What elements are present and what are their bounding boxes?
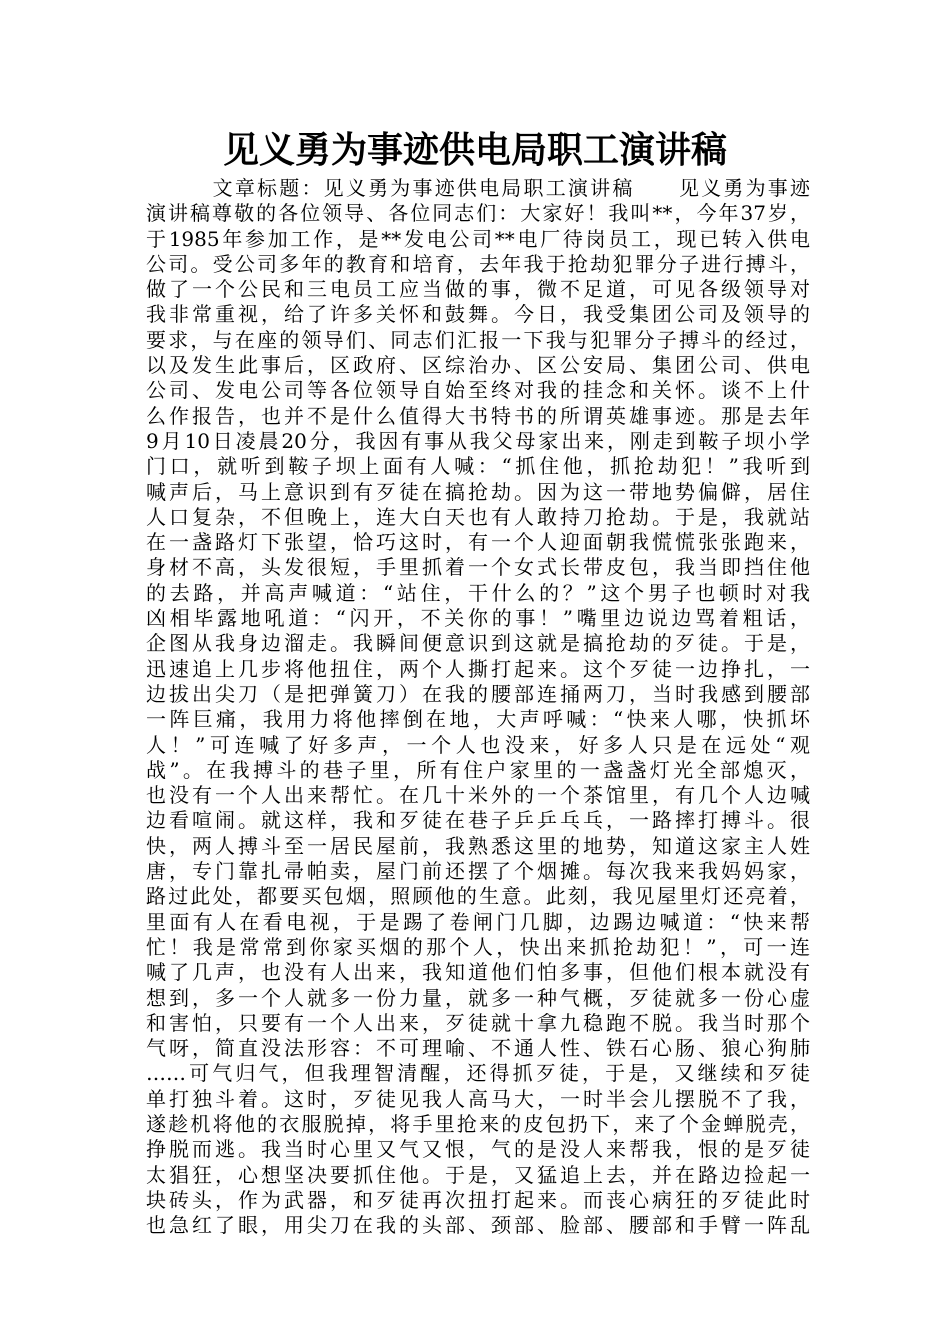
page-title: 见义勇为事迹供电局职工演讲稿: [222, 130, 727, 171]
body-line: 一阵巨痛，我用力将他摔倒在地，大声呼喊：“快来人哪，快抓坏: [146, 707, 810, 732]
body-line: 唐，专门靠扎帚帕卖，屋门前还摆了个烟摊。每次我来我妈妈家，: [146, 859, 810, 884]
body-line: 的去路，并高声喊道：“站住，干什么的？”这个男子也顿时对我: [146, 580, 810, 605]
body-line: 么作报告，也并不是什么值得大书特书的所谓英雄事迹。那是去年: [146, 403, 810, 428]
body-line: 和害怕，只要有一个人出来，歹徒就十拿九稳跑不脱。我当时那个: [146, 1010, 810, 1035]
body-line: 喊声后，马上意识到有歹徒在搞抢劫。因为这一带地势偏僻，居住: [146, 479, 810, 504]
body-line: 遂趁机将他的衣服脱掉，将手里抢来的皮包扔下，来了个金蝉脱壳，: [146, 1111, 810, 1136]
body-line: 块砖头，作为武器，和歹徒再次扭打起来。而丧心病狂的歹徒此时: [146, 1187, 810, 1212]
body-line: 以及发生此事后，区政府、区综治办、区公安局、集团公司、供电: [146, 353, 810, 378]
body-line: 人口复杂，不但晚上，连大白天也有人敢持刀抢劫。于是，我就站: [146, 504, 810, 529]
body-line: 文章标题：见义勇为事迹供电局职工演讲稿 见义勇为事迹: [146, 176, 810, 200]
body-line: 公司、发电公司等各位领导自始至终对我的挂念和关怀。谈不上什: [146, 378, 810, 403]
body-line: 迅速追上几步将他扭住，两个人撕打起来。这个歹徒一边挣扎，一: [146, 656, 810, 681]
body-line: 凶相毕露地吼道：“闪开，不关你的事！”嘴里边说边骂着粗话，: [146, 606, 810, 631]
body-line: 于1985年参加工作，是**发电公司**电厂待岗员工，现已转入供电: [146, 226, 810, 251]
body-line: 边拔出尖刀（是把弹簧刀）在我的腰部连捅两刀，当时我感到腰部: [146, 681, 810, 706]
body-line: 门口，就听到鞍子坝上面有人喊：“抓住他，抓抢劫犯！”我听到: [146, 454, 810, 479]
speech-body: [146, 176, 810, 1238]
body-line: 喊了几声，也没有人出来，我知道他们怕多事，但他们根本就没有: [146, 960, 810, 985]
body-line: 单打独斗着。这时，歹徒见我人高马大，一时半会儿摆脱不了我，: [146, 1086, 810, 1111]
body-line: 企图从我身边溜走。我瞬间便意识到这就是搞抢劫的歹徒。于是，: [146, 631, 810, 656]
body-line: 也急红了眼，用尖刀在我的头部、颈部、脸部、腰部和手臂一阵乱: [146, 1213, 810, 1238]
body-line: 要求，与在座的领导们、同志们汇报一下我与犯罪分子搏斗的经过，: [146, 327, 810, 352]
body-line: 演讲稿尊敬的各位领导、各位同志们：大家好！我叫**，今年37岁，: [146, 201, 810, 226]
body-line: 忙！我是常常到你家买烟的那个人，快出来抓抢劫犯！”，可一连: [146, 934, 810, 959]
body-line: 边看喧闹。就这样，我和歹徒在巷子乒乒乓乓，一路摔打搏斗。很: [146, 808, 810, 833]
body-line: 9月10日凌晨20分，我因有事从我父母家出来，刚走到鞍子坝小学: [146, 428, 810, 453]
body-line: 想到，多一个人就多一份力量，就多一种气概，歹徒就多一份心虚: [146, 985, 810, 1010]
body-line: 路过此处，都要买包烟，照顾他的生意。此刻，我见屋里灯还亮着，: [146, 884, 810, 909]
body-line: ……可气归气，但我理智清醒，还得抓歹徒，于是，又继续和歹徒: [146, 1061, 810, 1086]
body-line: 身材不高，头发很短，手里抓着一个女式长带皮包，我当即挡住他: [146, 555, 810, 580]
body-line: 战”。在我搏斗的巷子里，所有住户家里的一盏盏灯光全部熄灭，: [146, 757, 810, 782]
body-line: 人！”可连喊了好多声，一个人也没来，好多人只是在远处“观: [146, 732, 810, 757]
body-line: 我非常重视，给了许多关怀和鼓舞。今日，我受集团公司及领导的: [146, 302, 810, 327]
body-line: 里面有人在看电视，于是踢了卷闸门几脚，边踢边喊道：“快来帮: [146, 909, 810, 934]
body-line: 快，两人搏斗至一居民屋前，我熟悉这里的地势，知道这家主人姓: [146, 833, 810, 858]
body-line: 也没有一个人出来帮忙。在几十米外的一个茶馆里，有几个人边喊: [146, 783, 810, 808]
body-line: 太猖狂，心想坚决要抓住他。于是，又猛追上去，并在路边捡起一: [146, 1162, 810, 1187]
body-line: 气呀，简直没法形容：不可理喻、不通人性、铁石心肠、狼心狗肺: [146, 1036, 810, 1061]
body-line: 公司。受公司多年的教育和培育，去年我于抢劫犯罪分子进行搏斗，: [146, 251, 810, 276]
body-line: 在一盏路灯下张望，恰巧这时，有一个人迎面朝我慌慌张张跑来，: [146, 530, 810, 555]
body-line: 挣脱而逃。我当时心里又气又恨，气的是没人来帮我，恨的是歹徒: [146, 1137, 810, 1162]
body-line: 做了一个公民和三电员工应当做的事，微不足道，可见各级领导对: [146, 277, 810, 302]
